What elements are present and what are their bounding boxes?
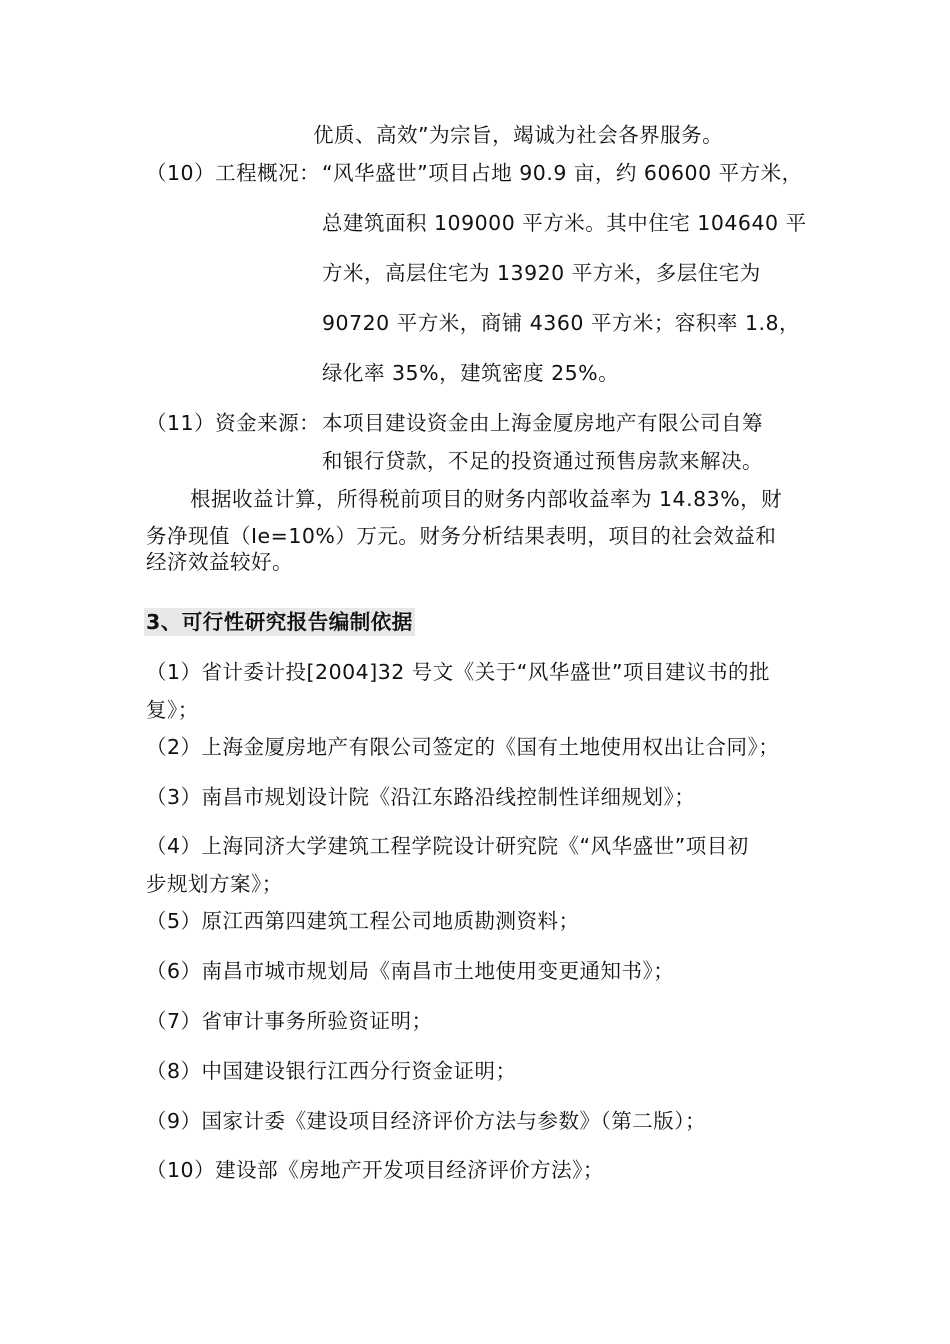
item-10-line: “风华盛世”项目占地 90.9 亩，约 60600 平方米，	[322, 161, 803, 185]
item-10-line: 90720 平方米，商铺 4360 平方米；容积率 1.8，	[322, 311, 801, 335]
basis-item: （2）上海金厦房地产有限公司签定的《国有土地使用权出让合同》；	[146, 735, 780, 759]
basis-item: （5）原江西第四建筑工程公司地质勘测资料；	[146, 909, 580, 933]
section-heading: 3、可行性研究报告编制依据	[146, 610, 413, 634]
item-11-line: 和银行贷款，不足的投资通过预售房款来解决。	[322, 449, 763, 473]
basis-item: （8）中国建设银行江西分行资金证明；	[146, 1059, 517, 1083]
intro-tail: 优质、高效”为宗旨，竭诚为社会各界服务。	[313, 123, 724, 147]
basis-item: 步规划方案》；	[146, 872, 283, 896]
basis-item: （10）建设部《房地产开发项目经济评价方法》；	[146, 1158, 604, 1182]
basis-item: （1）省计委计投[2004]32 号文《关于“风华盛世”项目建议书的批	[146, 660, 771, 684]
item-10-label: （10）工程概况：	[146, 161, 321, 185]
item-11-line: 本项目建设资金由上海金厦房地产有限公司自筹	[322, 411, 763, 435]
basis-item: （7）省审计事务所验资证明；	[146, 1009, 433, 1033]
basis-item: （6）南昌市城市规划局《南昌市土地使用变更通知书》；	[146, 959, 675, 983]
basis-item: 复》；	[146, 698, 199, 722]
item-11-label: （11）资金来源：	[146, 411, 321, 435]
basis-item: （9）国家计委《建设项目经济评价方法与参数》（第二版）；	[146, 1109, 707, 1133]
item-10-line: 总建筑面积 109000 平方米。其中住宅 104640 平	[322, 211, 807, 235]
summary-line: 根据收益计算，所得税前项目的财务内部收益率为 14.83%，财	[190, 487, 783, 511]
item-10-line: 方米，高层住宅为 13920 平方米，多层住宅为	[322, 261, 761, 285]
basis-item: （4）上海同济大学建筑工程学院设计研究院《“风华盛世”项目初	[146, 834, 749, 858]
summary-line: 务净现值（Ie=10%）万元。财务分析结果表明，项目的社会效益和	[146, 524, 777, 548]
basis-item: （3）南昌市规划设计院《沿江东路沿线控制性详细规划》；	[146, 785, 696, 809]
summary-line: 经济效益较好。	[146, 550, 293, 574]
item-10-line: 绿化率 35%，建筑密度 25%。	[322, 361, 620, 385]
